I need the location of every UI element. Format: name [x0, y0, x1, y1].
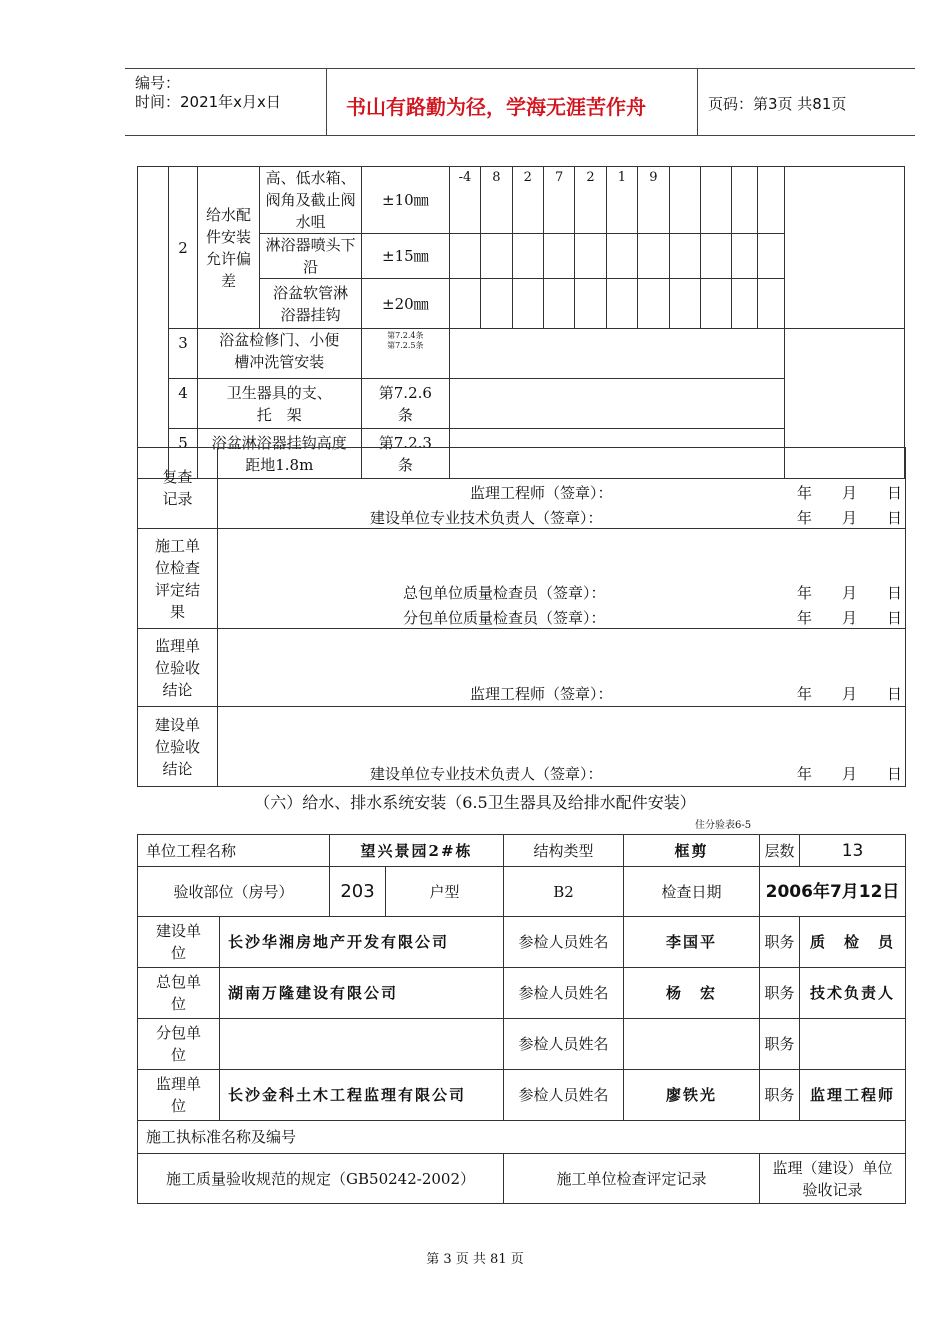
header-motto: 书山有路勤为径，学海无涯苦作舟: [346, 95, 646, 119]
measure-value: [700, 234, 731, 279]
measure-value: [700, 167, 731, 234]
structure-type-label: 结构类型: [504, 835, 624, 867]
measure-value: 2: [575, 167, 606, 234]
tolerance: ±20㎜: [361, 279, 449, 329]
item-name: 浴盆软管淋浴器挂钩: [260, 279, 361, 329]
measure-value: [758, 234, 784, 279]
sub-qc-signature-line: 分包单位质量检查员（签章）：: [403, 609, 606, 627]
item-name: 淋浴器喷头下沿: [260, 234, 361, 279]
construction-record-header: 施工单位检查评定记录: [504, 1154, 760, 1204]
location-label: 验收部位（房号）: [138, 867, 330, 917]
item-name-line: 卫生器具的支、: [226, 383, 332, 402]
inspector-name: 廖铁光: [624, 1070, 760, 1121]
party-label: 总包单位: [138, 968, 220, 1019]
signature-date: 年 月 日: [797, 685, 903, 703]
measure-value: [606, 279, 637, 329]
measure-value: [638, 279, 669, 329]
measure-value: [732, 279, 758, 329]
measure-value: 7: [543, 167, 574, 234]
structure-type-value: 框剪: [624, 835, 760, 867]
party-label: 建设单位: [138, 917, 220, 968]
inspector-name-label: 参检人员姓名: [504, 968, 624, 1019]
general-qc-signature-line: 总包单位质量检查员（签章）：: [403, 584, 606, 602]
inspector-name: [624, 1019, 760, 1070]
left-margin-cell: [138, 167, 169, 479]
inspector-name-label: 参检人员姓名: [504, 917, 624, 968]
measure-value: [758, 279, 784, 329]
measure-value: [543, 279, 574, 329]
item-index: 2: [169, 167, 197, 329]
measure-value: [732, 234, 758, 279]
measure-value: [606, 234, 637, 279]
header-divider: [697, 68, 698, 135]
duty-value: 质 检 员: [800, 917, 906, 968]
supervisor-signature-line: 监理工程师（签章）：: [470, 484, 613, 502]
measure-value: [449, 234, 480, 279]
header-top-rule: [125, 68, 915, 69]
unit-name-label: 单位工程名称: [138, 835, 330, 867]
item-name-line: 浴盆淋浴器挂钩高度: [211, 433, 347, 452]
party-company: 长沙金科土木工程监理有限公司: [220, 1070, 504, 1121]
measure-value: [732, 167, 758, 234]
recheck-label: 复查记录: [138, 448, 218, 529]
measure-value: 8: [481, 167, 512, 234]
check-date-label: 检查日期: [624, 867, 760, 917]
header-divider: [326, 68, 327, 135]
house-type-label: 户型: [386, 867, 504, 917]
tolerance: ±10㎜: [361, 167, 449, 234]
floors-label: 层数: [760, 835, 800, 867]
party-company: 湖南万隆建设有限公司: [220, 968, 504, 1019]
measure-value: 1: [606, 167, 637, 234]
measure-value: [700, 279, 731, 329]
duty-label: 职务: [760, 1019, 800, 1070]
check-date-value: 2006年7月12日: [760, 867, 906, 917]
measure-value: [638, 234, 669, 279]
signature-date: 年 月 日: [797, 765, 903, 783]
duty-value: 监理工程师: [800, 1070, 906, 1121]
item-name-line: 托 架: [256, 405, 302, 424]
measurement-table: [137, 166, 905, 479]
signature-date: 年 月 日: [797, 509, 903, 527]
inspector-name: 李国平: [624, 917, 760, 968]
item-index: 3: [169, 329, 197, 379]
form-code: 住分验表6-5: [695, 820, 752, 831]
floors-value: 13: [800, 835, 906, 867]
header-bottom-rule: [125, 135, 915, 136]
measure-value: [669, 234, 700, 279]
inspector-name-label: 参检人员姓名: [504, 1019, 624, 1070]
item-name: [197, 379, 361, 429]
party-label: 监理单位: [138, 1070, 220, 1121]
item-reference: 第7.2.3条: [361, 429, 449, 479]
measure-value: 9: [638, 167, 669, 234]
reference-line: 第7.2.5条: [387, 341, 424, 350]
measure-value: -4: [449, 167, 480, 234]
measure-value: [512, 234, 543, 279]
item-reference: [361, 329, 449, 379]
section-title: （六）给水、排水系统安装（6.5卫生器具及给排水配件安装）: [254, 793, 696, 812]
signature-date: 年 月 日: [797, 484, 903, 502]
inspector-name: 杨 宏: [624, 968, 760, 1019]
measure-value: [758, 167, 784, 234]
spec-label: 施工质量验收规范的规定（GB50242-2002）: [138, 1154, 504, 1204]
measure-value: [512, 279, 543, 329]
house-type-value: B2: [504, 867, 624, 917]
measure-value: [481, 279, 512, 329]
measure-value: 2: [512, 167, 543, 234]
project-info-table: [137, 834, 906, 1204]
duty-label: 职务: [760, 968, 800, 1019]
item-name-line: 距地1.8m: [245, 455, 314, 474]
measure-value: [543, 234, 574, 279]
measure-value: [575, 279, 606, 329]
party-company: [220, 1019, 504, 1070]
measure-value: [481, 234, 512, 279]
duty-label: 职务: [760, 1070, 800, 1121]
tolerance: ±15㎜: [361, 234, 449, 279]
party-company: 长沙华湘房地产开发有限公司: [220, 917, 504, 968]
page-indicator: 页码：第3页 共81页: [708, 95, 847, 113]
construction-result-label: 施工单位检查评定结 果: [138, 529, 218, 629]
inspector-name-label: 参检人员姓名: [504, 1070, 624, 1121]
duty-value: 技术负责人: [800, 968, 906, 1019]
measure-value: [449, 279, 480, 329]
measure-value: [669, 279, 700, 329]
location-value: 203: [330, 867, 386, 917]
item-category: 给水配件安装允许偏差: [197, 167, 260, 329]
item-reference: 第7.2.6条: [361, 379, 449, 429]
measure-value: [575, 234, 606, 279]
owner-tech-signature-line: 建设单位专业技术负责人（签章）：: [370, 509, 603, 527]
standard-label: 施工执标准名称及编号: [138, 1121, 906, 1154]
signature-date: 年 月 日: [797, 609, 903, 627]
item-name: 浴盆检修门、小便槽冲洗管安装: [197, 329, 361, 379]
acceptance-cell: [784, 167, 904, 329]
inspection-record: [449, 329, 784, 379]
measure-value: [669, 167, 700, 234]
unit-name-value: 望兴景园2#栋: [330, 835, 504, 867]
party-label: 分包单位: [138, 1019, 220, 1070]
item-index: 5: [169, 429, 197, 479]
duty-value: [800, 1019, 906, 1070]
page-footer: 第 3 页 共 81 页: [426, 1252, 524, 1267]
owner-tech-signature-line: 建设单位专业技术负责人（签章）：: [370, 765, 603, 783]
owner-conclusion-label: 建设单位验收结论: [138, 707, 218, 787]
signature-date: 年 月 日: [797, 584, 903, 602]
document-number-label: 编号：: [135, 74, 181, 92]
reference-line: 第7.2.4条: [387, 331, 424, 340]
supervision-record-header: 监理（建设）单位验收记录: [760, 1154, 906, 1204]
duty-label: 职务: [760, 917, 800, 968]
inspection-record: [449, 379, 784, 429]
document-time-label: 时间：2021年x月x日: [135, 93, 281, 111]
supervision-conclusion-label: 监理单位验收结论: [138, 629, 218, 707]
item-name: 高、低水箱、阀角及截止阀水咀: [260, 167, 361, 234]
item-index: 4: [169, 379, 197, 429]
supervisor-signature-line: 监理工程师（签章）：: [470, 685, 613, 703]
